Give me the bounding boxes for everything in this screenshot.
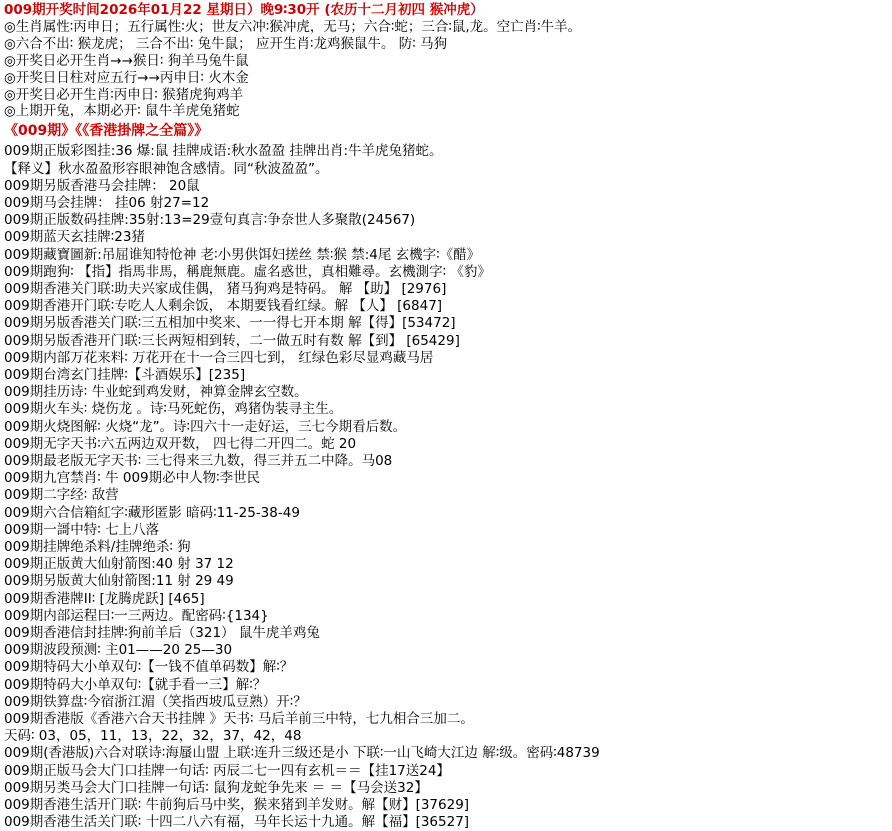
header-note-line: ◎上期开兔，本期必开∶ 鼠牛羊虎兔猪蛇 [4, 103, 240, 120]
content-line: 009期另版香港马会挂牌： 20鼠 [4, 177, 200, 194]
content-line: 天码∶ 03，05，11，13，22，32，37，42，48 [4, 728, 302, 745]
header-note-line: ◎开奖日必开生肖→→猴日∶ 狗羊马兔牛鼠 [4, 52, 249, 69]
header-notes [4, 19, 892, 120]
content-line: 009期跑狗∶ 【指】指馬非馬，稱鹿無鹿。虛名惑世，真相難尋。玄機測字∶ 《豹》 [4, 263, 491, 280]
content-line: 009期香港开门联∶专吃人人剩余饭， 本期要钱看红绿。解 【人】 [6847] [4, 298, 443, 315]
content-line: 009期波段预测∶ 主01——20 25—30 [4, 642, 233, 659]
header-note-line: ◎六合不出∶ 猴龙虎； 三合不出∶ 兔牛鼠； 应开生肖∶龙鸡猴鼠牛。 防∶ 马狗 [4, 35, 448, 52]
content-line: 009期火烧图解∶ 火烧“龙”。诗∶四六十一走好运，三七今期看后数。 [4, 418, 407, 435]
content-line: 009期挂牌绝杀料/挂牌绝杀∶ 狗 [4, 539, 191, 556]
content-line: 009期香港生活开门联∶ 牛前狗后马中奖，猴来猪到羊发财。解【财】[37629] [4, 797, 470, 814]
content-line: 009期特码大小单双句∶【一钱不值单码数】解∶？ [4, 659, 294, 676]
draw-time-header: 009期开奖时间2026年01月22 星期日）晚9∶30开 (农历十二月初四 猴冲虎） [4, 2, 484, 18]
header-note-line: ◎开奖日日柱对应五行→→丙申日∶ 火木金 [4, 69, 249, 86]
content-line: 009期铁算盘∶今宿浙江湄（笑指西坡瓜豆熟）开∶？ [4, 693, 307, 710]
content-line: 009期挂历诗∶ 牛业蛇到鸡发财，神算金牌玄空数。 [4, 384, 308, 401]
header-note-line: ◎生肖属性∶丙申日；五行属性∶火；世友六冲∶猴冲虎，无马；六合∶蛇；三合∶鼠,龙。空亡肖∶牛羊。 [4, 18, 582, 35]
content-line: 009期香港关门联∶助夫兴家成佳偶， 猪马狗鸡是特码。 解 【助】 [2976] [4, 280, 447, 297]
content-line: 009期香港版《香港六合天书挂牌 》天书∶ 马后羊前三中特，七九相合三加二。 [4, 711, 474, 728]
content-line: 009期九宫禁肖∶ 牛 009期必中人物∶李世民 [4, 470, 261, 487]
content-line: 009期最老版无字天书∶ 三七得来三九数，得三并五二中降。马08 [4, 453, 393, 469]
content-line: 009期另版香港关门联∶三五相加中奖来、一一得七开本期 解【得】[53472] [4, 315, 456, 332]
content-line: 009期另类马会大门口挂牌一句话∶ 鼠狗龙蛇争先来 ＝ ＝【马会送32】 [4, 779, 428, 796]
content-line: 009期无字天书∶六五两边双开数， 四七得二开四二。蛇 20 [4, 435, 357, 452]
content-line: 009期香港生活关门联∶ 十四二八六有福，马年长运十九通。解【福】[36527] [4, 814, 470, 831]
body-content [4, 143, 892, 831]
content-line: 009期正版黄大仙射箭图:40 射 37 12 [4, 556, 234, 573]
content-line: 009期藏寶圖新:吊屈谁知特怆神 老∶小男供饵妇搓丝 禁∶猴 禁:4尾 玄機字∶《醋》 [4, 246, 481, 263]
content-line: 009期正版马会大门口挂牌一句话∶ 丙辰二七一四有玄机＝＝【挂17送24】 [4, 762, 450, 779]
section-title: 《009期》《《香港掛牌之全篇》》 [4, 123, 209, 140]
content-line: 009期另版香港开门联∶三长两短相到转，二一做五时有数 解【到】 [65429] [4, 332, 460, 349]
content-line: 009期香港信封挂牌∶狗前羊后（321） 鼠牛虎羊鸡兔 [4, 625, 320, 642]
content-line: 【释义】秋水盈盈形容眼神饱含感情。同“秋波盈盈”。 [4, 160, 329, 177]
content-line: 009期六合信箱紅字∶藏形匿影 暗码∶11-25-38-49 [4, 504, 300, 521]
content-line: 009期正版彩图挂:36 爆:鼠 挂牌成语:秋水盈盈 挂牌出肖:牛羊虎兔猪蛇。 [4, 143, 443, 160]
content-line: 009期特码大小单双句∶【就手看一三】解∶？ [4, 676, 267, 693]
content-line: 009期正版数码挂牌:35射:13=29壹句真言∶争奈世人多聚散(24567) [4, 212, 416, 229]
content-line: 009期内部万花来料∶ 万花开在十一合三四七到， 红绿色彩尽显鸡藏马居 [4, 349, 434, 366]
content-line: 009期一謌中特∶ 七上八落 [4, 521, 160, 538]
content-line: 009期火车头∶ 烧伤龙 。诗∶马死蛇伤，鸡猪伪装寻主生。 [4, 401, 343, 418]
content-line: 009期内部运程曰∶一三两边。配密码∶{134} [4, 607, 269, 624]
header-note-line: ◎开奖日必开生肖∶丙申日∶ 猴猪虎狗鸡羊 [4, 86, 244, 103]
content-line: 009期(香港版)六合对联诗∶海蜃山盟 上联∶连升三级还是小 下联∶一山飞崎大江边 解∶级。密码∶48739 [4, 745, 600, 762]
content-line: 009期另版黄大仙射箭图:11 射 29 49 [4, 573, 234, 590]
content-line: 009期台湾玄门挂牌∶【斗酒娱乐】[235] [4, 366, 246, 383]
content-line: 009期二字经∶ 敌营 [4, 487, 119, 504]
content-line: 009期蓝天玄挂牌∶23猪 [4, 229, 145, 246]
content-line: 009期香港牌II∶ [龙腾虎跃] [465] [4, 590, 205, 607]
content-line: 009期马会挂牌： 挂06 射27=12 [4, 194, 210, 211]
